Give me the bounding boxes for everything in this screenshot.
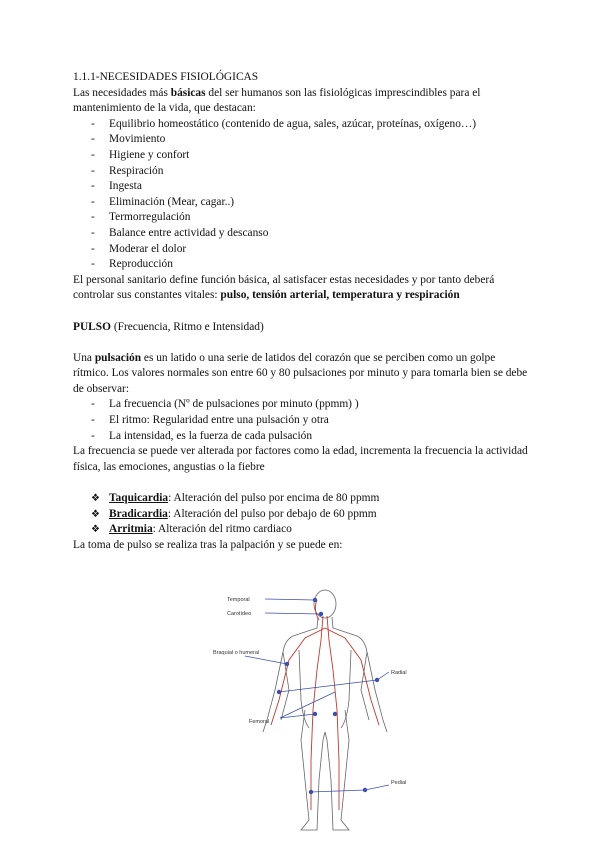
diamond-bullet-icon: ❖ <box>91 524 100 536</box>
label-temporal: Temporal <box>227 597 250 603</box>
observe-list <box>73 397 533 444</box>
alteration-term: Taquicardia <box>109 492 169 505</box>
label-pedal: Pedial <box>391 780 407 786</box>
pulse-def-post: es un latido o una serie de latidos del corazón que se perciben como un golpe rítmico. Los valores normales son entre 60 y 80 pulsaciones por minuto y para tomarla bien se debe de observar: <box>73 351 528 395</box>
list-item: - Reproducción <box>73 257 533 273</box>
needs-list <box>73 117 533 273</box>
pulse-heading <box>73 320 533 336</box>
diamond-bullet-icon: ❖ <box>91 493 100 505</box>
list-item: - Higiene y confort <box>73 148 533 164</box>
list-item: - Equilibrio homeostático (contenido de agua, sales, azúcar, proteínas, oxígeno…) <box>73 117 533 133</box>
alteration-term: Arritmia <box>109 523 153 536</box>
pulse-points-figure <box>205 580 425 840</box>
intro-post: del ser humanos son las fisiológicas imprescindibles para el mantenimiento de la vida, que destacan: <box>73 86 481 115</box>
intro-paragraph <box>73 86 533 117</box>
staff-paragraph <box>73 273 533 304</box>
pulse-heading-rest: (Frecuencia, Ritmo e Intensidad) <box>110 320 264 333</box>
intro-bold: básicas <box>170 86 206 99</box>
list-item: - Ingesta <box>73 179 533 195</box>
alteration-desc: : Alteración del pulso por encima de 80 ppmm <box>168 492 380 505</box>
list-item: - El ritmo: Regularidad entre una pulsación y otra <box>73 413 533 429</box>
pulse-def-bold: pulsación <box>94 351 142 364</box>
body-diagram <box>205 580 425 840</box>
alteration-desc: : Alteración del pulso por debajo de 60 ppmm <box>167 507 377 520</box>
document-body <box>73 70 533 553</box>
pulse-def-pre: Una <box>73 351 95 364</box>
vital-signs-bold: pulso, tensión arterial, temperatura y respiración <box>220 289 460 302</box>
pulse-definition <box>73 351 533 398</box>
pulse-heading-bold: PULSO <box>73 320 111 333</box>
label-carotid: Carotídeo <box>227 611 252 617</box>
diamond-bullet-icon: ❖ <box>91 508 100 520</box>
list-item: - Respiración <box>73 164 533 180</box>
palpation-intro: La toma de pulso se realiza tras la palpación y se puede en: <box>73 538 343 551</box>
label-femoral: Femoral <box>249 719 270 725</box>
staff-text: El personal sanitario define función básica, al satisfacer estas necesidades y por tanto deberá controlar sus constantes vitales: <box>73 273 495 302</box>
section-title: 1.1.1-NECESIDADES FISIOLÓGICAS <box>73 71 259 83</box>
list-item: - La frecuencia (Nº de pulsaciones por minuto (ppmm) ) <box>73 397 533 413</box>
alterations-list <box>73 491 533 538</box>
label-brachial: Braquial o humeral <box>213 650 260 656</box>
list-item <box>73 507 533 523</box>
intro-pre: Las necesidades más <box>73 86 171 99</box>
list-item <box>73 522 533 538</box>
alteration-term: Bradicardia <box>109 507 168 520</box>
list-item: - Balance entre actividad y descanso <box>73 226 533 242</box>
list-item: - Moderar el dolor <box>73 242 533 258</box>
list-item <box>73 491 533 507</box>
alteration-desc: : Alteración del ritmo cardiaco <box>152 523 292 536</box>
label-radial: Radial <box>391 670 407 676</box>
list-item: - Termorregulación <box>73 210 533 226</box>
list-item: - La intensidad, es la fuerza de cada pulsación <box>73 429 533 445</box>
frequency-paragraph: La frecuencia se puede ver alterada por factores como la edad, incrementa la frecuencia la actividad física, las emociones, angustias o la fiebre <box>73 445 528 473</box>
list-item: - Movimiento <box>73 132 533 148</box>
list-item: - Eliminación (Mear, cagar..) <box>73 195 533 211</box>
